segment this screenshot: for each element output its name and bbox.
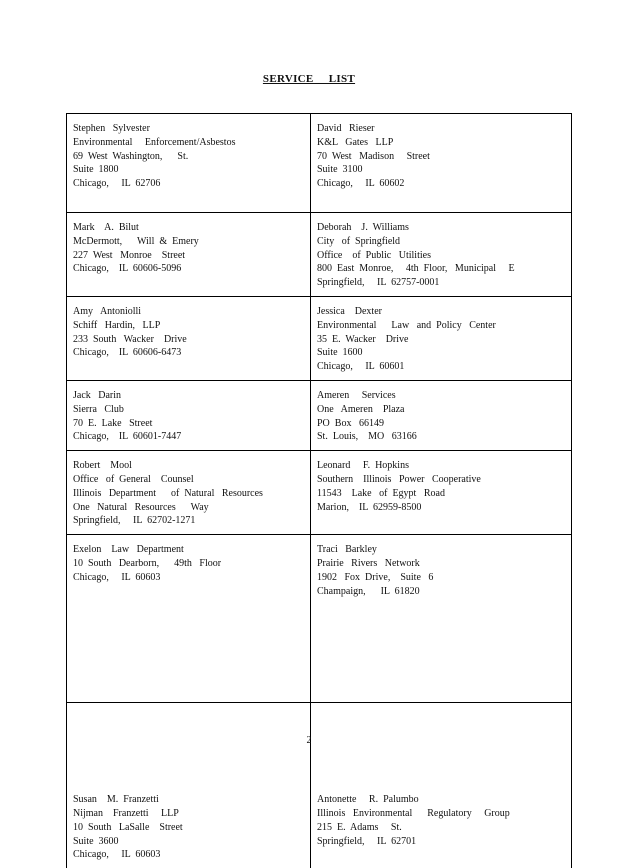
- contact-address-line: Environmental Enforcement/Asbestos: [73, 136, 236, 148]
- contact-name: Amy Antoniolli: [73, 306, 142, 317]
- contact-address-line: Chicago, IL 60602: [317, 178, 405, 190]
- contact-cell: [311, 703, 572, 868]
- contact-name: Susan M. Franzetti: [73, 794, 159, 806]
- contact-address-line: K&L Gates LLP: [317, 136, 394, 148]
- contact-name: Stephen Sylvester: [73, 123, 150, 134]
- contact-address-line: 10 South Dearborn, 49th Floor: [73, 557, 222, 569]
- contact-cell: [67, 114, 311, 213]
- table-row: [67, 451, 572, 535]
- contact-address-line: McDermott, Will & Emery: [73, 235, 199, 247]
- contact-cell: [311, 297, 572, 381]
- contact-address-line: One Natural Resources Way: [73, 501, 209, 513]
- contact-address-line: Springfield, IL 62757-0001: [317, 277, 440, 289]
- contact-cell: [67, 213, 311, 297]
- contact-address-line: Chicago, IL 60603: [73, 571, 161, 583]
- contact-address-line: Sierra Club: [73, 403, 124, 415]
- contact-address-line: Springfield, IL 62701: [317, 835, 417, 847]
- table-row: [67, 703, 572, 868]
- contact-address-line: 35 E. Wacker Drive: [317, 333, 409, 345]
- service-list-table: [66, 113, 572, 868]
- contact-cell: [311, 381, 572, 451]
- contact-address-line: Springfield, IL 62702-1271: [73, 515, 196, 527]
- contact-address-line: Suite 3100: [317, 164, 363, 176]
- contact-address-line: Chicago, IL 60601-7447: [73, 431, 182, 443]
- table-row: [67, 297, 572, 381]
- contact-address-line: Office of General Counsel: [73, 473, 194, 485]
- contact-address-line: Office of Public Utilities: [317, 249, 431, 261]
- contact-name: David Rieser: [317, 123, 375, 134]
- contact-cell: [311, 114, 572, 213]
- contact-name: Leonard F. Hopkins: [317, 460, 409, 472]
- contact-address-line: Illinois Environmental Regulatory Group: [317, 807, 510, 819]
- contact-address-line: Chicago, IL 60603: [73, 849, 161, 861]
- contact-address-line: 233 South Wacker Drive: [73, 333, 187, 345]
- contact-name: Traci Barkley: [317, 544, 377, 556]
- contact-address-line: 800 East Monroe, 4th Floor, Municipal E: [317, 263, 515, 275]
- page-number: 2: [306, 735, 312, 746]
- page-title: [0, 73, 618, 85]
- table-row: [67, 114, 572, 213]
- contact-address-line: City of Springfield: [317, 235, 401, 247]
- contact-cell: [67, 451, 311, 535]
- contact-address-line: Southern Illinois Power Cooperative: [317, 473, 481, 485]
- contact-cell: [67, 297, 311, 381]
- contact-cell: [67, 703, 311, 868]
- contact-address-line: 227 West Monroe Street: [73, 249, 186, 261]
- contact-address-line: 10 South LaSalle Street: [73, 821, 183, 833]
- contact-name: Ameren Services: [317, 390, 396, 401]
- contact-address-line: Schiff Hardin, LLP: [73, 319, 161, 331]
- service-list-title: SERVICE LIST: [262, 73, 356, 85]
- contact-cell: [311, 213, 572, 297]
- contact-address-line: Suite 3600: [73, 835, 119, 847]
- contact-address-line: Champaign, IL 61820: [317, 585, 420, 597]
- contact-address-line: PO Box 66149: [317, 417, 384, 429]
- contact-cell: [67, 535, 311, 703]
- contact-name: Antonette R. Palumbo: [317, 794, 419, 806]
- contact-address-line: Chicago, IL 60606-5096: [73, 263, 182, 275]
- contact-name: Exelon Law Department: [73, 544, 184, 556]
- contact-address-line: One Ameren Plaza: [317, 403, 405, 415]
- contact-address-line: Illinois Department of Natural Resources: [73, 487, 263, 499]
- contact-address-line: Marion, IL 62959-8500: [317, 501, 422, 513]
- contact-address-line: 215 E. Adams St.: [317, 821, 402, 833]
- contact-cell: [67, 381, 311, 451]
- contact-cell: [311, 451, 572, 535]
- contact-address-line: Suite 1600: [317, 347, 363, 359]
- contact-address-line: Chicago, IL 60601: [317, 361, 405, 373]
- contact-name: Jessica Dexter: [317, 306, 382, 317]
- contact-name: Robert Mool: [73, 460, 132, 472]
- contact-name: Jack Darin: [73, 390, 122, 401]
- contact-name: Deborah J. Williams: [317, 222, 409, 233]
- contact-address-line: 70 E. Lake Street: [73, 417, 153, 429]
- contact-address-line: St. Louis, MO 63166: [317, 431, 417, 443]
- contact-address-line: Nijman Franzetti LLP: [73, 807, 179, 819]
- contact-cell: [311, 535, 572, 703]
- table-row: [67, 535, 572, 703]
- contact-address-line: 70 West Madison Street: [317, 150, 430, 162]
- contact-address-line: 69 West Washington, St.: [73, 150, 189, 162]
- contact-address-line: 1902 Fox Drive, Suite 6: [317, 571, 434, 583]
- contact-address-line: Chicago, IL 62706: [73, 178, 161, 190]
- table-row: [67, 213, 572, 297]
- contact-address-line: Suite 1800: [73, 164, 119, 176]
- contact-address-line: Chicago, IL 60606-6473: [73, 347, 182, 359]
- contact-name: Mark A. Bilut: [73, 222, 139, 233]
- contact-address-line: 11543 Lake of Egypt Road: [317, 487, 445, 499]
- table-row: [67, 381, 572, 451]
- contact-address-line: Prairie Rivers Network: [317, 557, 420, 569]
- contact-address-line: Environmental Law and Policy Center: [317, 319, 496, 331]
